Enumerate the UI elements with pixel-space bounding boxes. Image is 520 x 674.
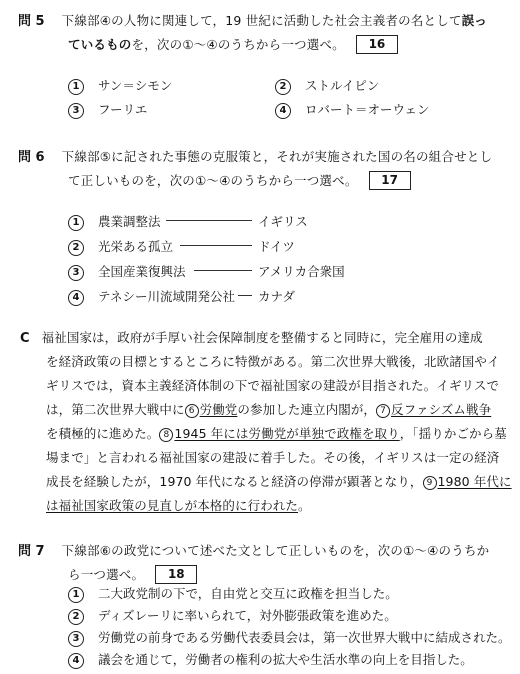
- q7-option-3-number: 3: [68, 631, 84, 647]
- q6-option-2-country: ドイツ: [258, 239, 295, 254]
- leader-line: [194, 270, 252, 271]
- q6-option-4-number: 4: [68, 290, 84, 306]
- underlined-text-6[interactable]: 労働党: [199, 402, 238, 417]
- q5-option-4-text: ロバート＝オーウェン: [305, 102, 430, 117]
- passage-c-text-8b: 。: [298, 498, 311, 513]
- q6-option-3-policy: 全国産業復興法: [98, 264, 186, 279]
- q5-text-line1: 下線部④の人物に関連して，19 世紀に活動した社会主義者の名として: [61, 13, 462, 28]
- q5-emphasis-start: 誤っ: [461, 13, 488, 28]
- q6-option-1[interactable]: [68, 212, 308, 231]
- q6-option-2[interactable]: [68, 237, 295, 256]
- q6-text-line2: て正しいものを，次の①〜④のうちから一つ選べ。: [68, 173, 358, 188]
- passage-c-line7: [46, 472, 512, 490]
- passage-c-text-3: ギリスでは，資本主義経済体制の下で福祉国家の建設が目指された。イギリスで: [46, 378, 500, 393]
- q6-answer-box[interactable]: 17: [369, 171, 411, 190]
- leader-line: [166, 220, 252, 221]
- q5-text-line2: を，次の①〜④のうちから一つ選べ。: [131, 37, 345, 52]
- q7-option-4-text: 議会を通じて，労働者の権利の拡大や生活水準の向上を目指した。: [98, 652, 473, 667]
- q6-option-4-policy: テネシー川流域開発公社: [98, 289, 236, 304]
- q7-option-3-text: 労働党の前身である労働代表委員会は，第一次世界大戦中に結成された。: [98, 630, 511, 645]
- q7-option-4[interactable]: [68, 650, 473, 669]
- q7-option-1-text: 二大政党制の下で，自由党と交互に政権を担当した。: [98, 586, 398, 601]
- underline-marker-6: 6: [185, 404, 199, 418]
- q5-option-3-text: フーリエ: [98, 102, 148, 117]
- q5-option-2-text: ストルイピン: [305, 78, 380, 93]
- underline-marker-7: 7: [376, 404, 390, 418]
- q6-option-1-policy: 農業調整法: [98, 214, 161, 229]
- q5-answer-box[interactable]: 16: [356, 35, 398, 54]
- passage-c-text-6: 場まで」と言われる福祉国家の建設に着手した。その後，イギリスは一定の経済: [46, 450, 500, 465]
- leader-line: [238, 295, 252, 296]
- underline-marker-8: 8: [159, 428, 173, 442]
- passage-c-line8: [46, 496, 311, 514]
- q7-option-1[interactable]: [68, 584, 398, 603]
- q5-option-4-number: 4: [275, 103, 291, 119]
- q6-option-3-country: アメリカ合衆国: [258, 264, 345, 279]
- passage-c-line4: [46, 400, 491, 418]
- q5-option-1-number: 1: [68, 79, 84, 95]
- leader-line: [180, 245, 252, 246]
- q5-option-2[interactable]: [275, 76, 379, 95]
- q6-option-2-policy: 光栄ある孤立: [98, 239, 174, 254]
- q7-option-2-number: 2: [68, 609, 84, 625]
- underline-marker-9: 9: [423, 476, 437, 490]
- q7-stem-line1: [18, 540, 489, 559]
- passage-c-label: C: [20, 331, 30, 346]
- q5-option-4[interactable]: [275, 100, 430, 119]
- q7-option-1-number: 1: [68, 587, 84, 603]
- q5-emphasis-end: ているもの: [68, 37, 132, 52]
- q5-label: 問 5: [18, 14, 45, 29]
- q7-option-2[interactable]: [68, 606, 397, 625]
- q7-option-4-number: 4: [68, 653, 84, 669]
- q6-label: 問 6: [18, 150, 45, 165]
- q6-option-1-country: イギリス: [258, 214, 308, 229]
- q5-option-1[interactable]: [68, 76, 172, 95]
- q6-option-2-number: 2: [68, 240, 84, 256]
- passage-c-line5: [46, 424, 507, 442]
- passage-c-text-4b: の参加した連立内閣が，: [237, 402, 377, 417]
- q6-option-3[interactable]: [68, 262, 345, 281]
- underlined-text-7[interactable]: 反ファシズム戦争: [391, 402, 492, 417]
- q5-stem-line2: [68, 34, 398, 54]
- passage-c-text-5b: ，「揺りかごから墓: [399, 426, 507, 441]
- q7-option-3[interactable]: [68, 628, 511, 647]
- q6-option-4-country: カナダ: [258, 289, 295, 304]
- q7-option-2-text: ディズレーリに率いられて，対外膨張政策を進めた。: [98, 608, 397, 623]
- q6-text-line1: 下線部⑤に記された事態の克服策と，それが実施された国の名の組合せとし: [61, 149, 493, 164]
- passage-c-line6: [46, 448, 499, 466]
- q7-stem-line2: [68, 564, 197, 584]
- passage-c-text-4a: は，第二次世界大戦中に: [46, 402, 185, 417]
- q6-stem-line2: [68, 170, 411, 190]
- q5-stem-line1: [18, 10, 487, 29]
- passage-c-text-5a: を積極的に進めた。: [46, 426, 160, 441]
- underlined-text-9a[interactable]: 1980 年代に: [437, 474, 512, 489]
- q7-text-line1: 下線部⑥の政党について述べた文として正しいものを，次の①〜④のうちか: [61, 543, 490, 558]
- q5-option-3-number: 3: [68, 103, 84, 119]
- q6-option-3-number: 3: [68, 265, 84, 281]
- underlined-text-8[interactable]: 1945 年には労働党が単独で政権を取り: [174, 426, 400, 441]
- q5-option-3[interactable]: [68, 100, 147, 119]
- q6-stem-line1: [18, 146, 492, 165]
- passage-c-text-7a: 成長を経験したが，1970 年代になると経済の停滞が顕著となり，: [46, 474, 423, 489]
- passage-c-line2: [46, 352, 500, 370]
- passage-c-text-1: 福祉国家は，政府が手厚い社会保障制度を整備すると同時に，完全雇用の達成: [41, 330, 483, 345]
- underlined-text-9b[interactable]: は福祉国家政策の見直しが本格的に行われた: [46, 498, 299, 513]
- q6-option-4[interactable]: [68, 287, 295, 306]
- q5-option-2-number: 2: [275, 79, 291, 95]
- passage-c-text-2: を経済政策の目標とするところに特徴がある。第二次世界大戦後，北欧諸国やイ: [46, 354, 500, 369]
- q7-label: 問 7: [18, 544, 45, 559]
- passage-c-line1: [20, 328, 483, 346]
- passage-c-line3: [46, 376, 499, 394]
- q7-text-line2: ら一つ選べ。: [68, 567, 145, 582]
- q6-option-1-number: 1: [68, 215, 84, 231]
- q7-answer-box[interactable]: 18: [155, 565, 197, 584]
- q5-option-1-text: サン＝シモン: [98, 78, 173, 93]
